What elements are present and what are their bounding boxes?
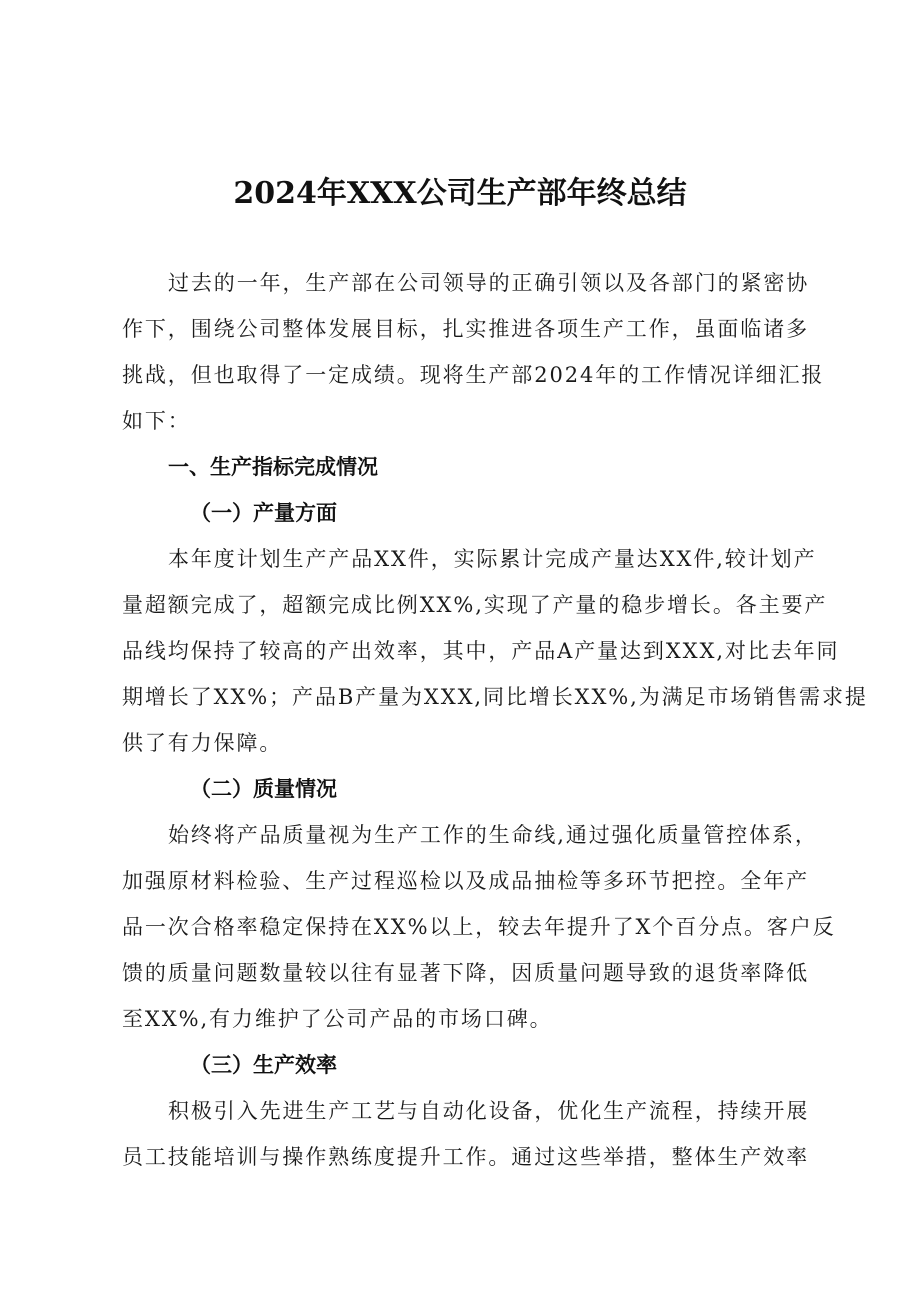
paragraph-line: 期增长了XX%；产品B产量为XXX,同比增长XX%,为满足市场销售需求提 xyxy=(122,685,868,709)
document-body xyxy=(122,260,868,1180)
document-title: 2024年XXX公司生产部年终总结 xyxy=(233,176,687,211)
intro-line: 如下： xyxy=(122,409,191,433)
paragraph-line: 积极引入先进生产工艺与自动化设备，优化生产流程，持续开展 xyxy=(168,1099,810,1123)
paragraph-line: 品一次合格率稳定保持在XX%以上，较去年提升了X个百分点。客户反 xyxy=(122,915,836,939)
intro-line: 作下，围绕公司整体发展目标，扎实推进各项生产工作，虽面临诸多 xyxy=(122,317,809,341)
paragraph-line: 馈的质量问题数量较以往有显著下降，因质量问题导致的退货率降低 xyxy=(122,961,809,985)
subsection-heading-quality: （二）质量情况 xyxy=(190,776,337,801)
paragraph-line: 本年度计划生产产品XX件，实际累计完成产量达XX件,较计划产 xyxy=(168,547,817,571)
section-heading: 一、生产指标完成情况 xyxy=(168,454,378,479)
paragraph-line: 至XX%,有力维护了公司产品的市场口碑。 xyxy=(122,1007,553,1031)
intro-line: 挑战，但也取得了一定成绩。现将生产部2024年的工作情况详细汇报 xyxy=(122,363,825,387)
subsection-heading-output: （一）产量方面 xyxy=(190,500,337,525)
subsection-heading-efficiency: （三）生产效率 xyxy=(190,1052,337,1077)
paragraph-line: 量超额完成了，超额完成比例XX%,实现了产量的稳步增长。各主要产 xyxy=(122,593,828,617)
paragraph-line: 始终将产品质量视为生产工作的生命线,通过强化质量管控体系， xyxy=(168,823,818,847)
paragraph-line: 供了有力保障。 xyxy=(122,731,283,755)
paragraph-line: 品线均保持了较高的产出效率，其中，产品A产量达到XXX,对比去年同 xyxy=(122,639,840,663)
paragraph-line: 员工技能培训与操作熟练度提升工作。通过这些举措，整体生产效率 xyxy=(122,1145,809,1169)
intro-line: 过去的一年，生产部在公司领导的正确引领以及各部门的紧密协 xyxy=(168,271,810,295)
paragraph-line: 加强原材料检验、生产过程巡检以及成品抽检等多环节把控。全年产 xyxy=(122,869,809,893)
